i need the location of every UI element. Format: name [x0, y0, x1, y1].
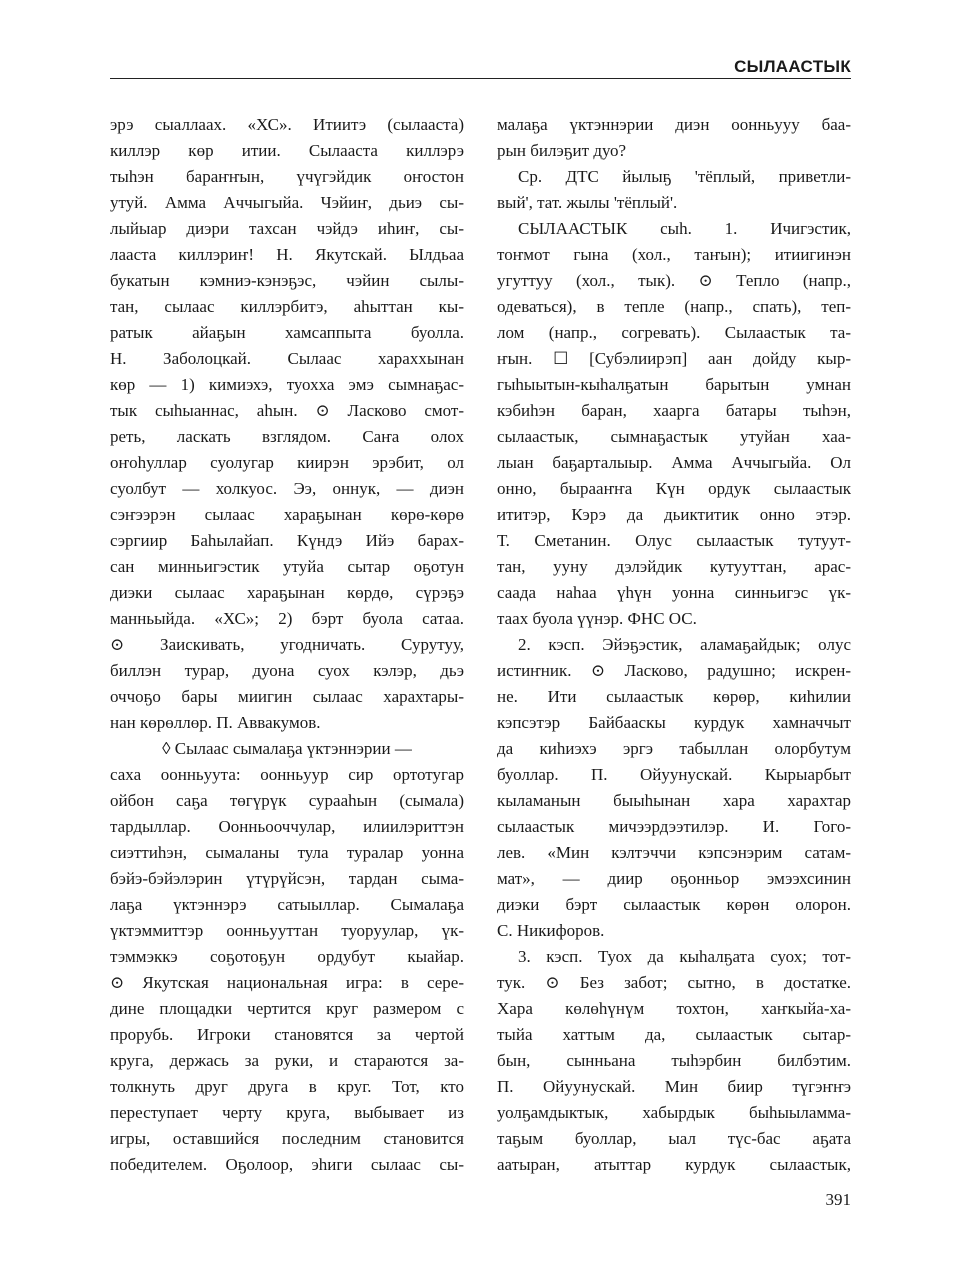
text-line: ◊ Сылаас сымалаҕа үктэннэрии — [162, 739, 412, 758]
text-line: сэргиир Баһылайап. Күндэ Ийэ барах- [110, 531, 464, 550]
text-line: прорубь. Игроки становятся за чертой [110, 1025, 464, 1044]
text-line: тыйа хаттым да, сылаастык сытар- [497, 1025, 851, 1044]
text-line: лыйыар диэри тахсан чэйдэ иһиҥ, сы- [110, 219, 464, 238]
text-line: С. Никифоров. [497, 921, 605, 940]
text-line: тоҥмот гына (хол., таҥын); итиигинэн [497, 245, 851, 264]
text-line: ратык айаҕын хамсаппыта буолла. [110, 323, 464, 342]
text-line: биллэн турар, дуона суох кэлэр, дьэ [110, 661, 464, 680]
text-line: оҥоһуллар суолугар киирэн эрэбит, ол [110, 453, 464, 472]
text-line: лом (напр., согревать). Сылаастык та- [497, 323, 851, 342]
text-line: таҕым буоллар, ыал түс-бас аҕата [497, 1129, 851, 1148]
text-line: тан, ууну дэлэйдик кутууттан, арас- [497, 557, 851, 576]
text-line: малаҕа үктэннэрии диэн оонньууу баа- [497, 115, 851, 134]
text-line: рын билэҕит дуо? [497, 141, 627, 160]
text-line: ⊙ Якутская национальная игра: в сере- [110, 973, 464, 992]
text-line: кэпсэтэр Байбааскы курдук хамначчыт [497, 713, 851, 732]
text-line: одеваться), в тепле (напр., спать), теп- [497, 297, 851, 316]
text-line: лыан баҕарталыыр. Амма Аччыгыйа. Ол [497, 453, 851, 472]
text-line: лев. «Мин кэлтэччи кэпсэнэрим сатам- [497, 843, 851, 862]
text-line: нан көрөллөр. П. Аввакумов. [110, 713, 321, 732]
text-line: реть, ласкать взглядом. Саҥа олох [110, 427, 464, 446]
text-line: Т. Сметанин. Олус сылаастык тутуут- [497, 531, 851, 550]
running-head: СЫЛААСТЫК [734, 57, 851, 76]
text-line: лаҕа үктэннэрэ сатыыллар. Сымалаҕа [110, 895, 464, 914]
text-line: диэки бэрт сылаастык көрөн олорон. [497, 895, 851, 914]
text-line: мат», — диир оҕонньор эмээхсинин [497, 869, 851, 888]
text-line: уолҕамдыктык, хабырдык быһыыламма- [497, 1103, 851, 1122]
text-line: кыламанын быыһынан хара харахтар [497, 791, 851, 810]
text-line: эрэ сыаллаах. «ХС». Итиитэ (сылааста) [110, 115, 464, 134]
text-line: таах буола үүнэр. ФНС ОС. [497, 609, 697, 628]
text-line: сылаастык мичээрдээтилэр. И. Гого- [497, 817, 851, 836]
text-line: бэйэ-бэйэлэрин үтүрүйсэн, тардан сыма- [110, 869, 464, 888]
text-line: истиҥник. ⊙ Ласково, радушно; искрен- [497, 661, 851, 680]
text-line: гыһыытын-кыһалҕатын барытын умнан [497, 375, 851, 394]
text-line: суолбут — холкуос. Ээ, оннук, — диэн [110, 479, 464, 498]
page-header [110, 55, 851, 79]
text-line: сылаастык, сымнаҕастык утуйан хаа- [497, 427, 851, 446]
text-line: киллэр көр итии. Сылааста киллэрэ [110, 141, 464, 160]
text-line: диэки сылаас хараҕынан көрдө, сүрэҕэ [110, 583, 464, 602]
text-line: оччоҕо бары миигин сылаас харахтары- [110, 687, 464, 706]
text-line: букатын кэмниэ-кэнэҕэс, чэйин сылы- [110, 271, 464, 290]
text-line: утуй. Амма Аччыгыйа. Чэйиҥ, дьиэ сы- [110, 193, 464, 212]
text-line: ⊙ Заискивать, угодничать. Сурутуу, [110, 635, 464, 654]
text-line: кэбиһэн баран, хаарга батары тыһэн, [497, 401, 851, 420]
text-line: ититэр, Кэрэ да дьиктитик онно этэр. [497, 505, 851, 524]
text-line: ойбон саҕа төгүрүк сурааһын (сымала) [110, 791, 464, 810]
text-line: П. Ойуунускай. Мин биир түгэҥҥэ [497, 1077, 851, 1096]
text-line: аатыран, атыттар курдук сылаастык, [497, 1155, 851, 1174]
text-line: тардыллар. Оонньооччулар, илиилэриттэн [110, 817, 464, 836]
text-line: тук. ⊙ Без забот; сытно, в достатке. [497, 973, 851, 992]
text-line: толкнуть друг друга в круг. Тот, кто [110, 1077, 464, 1096]
text-line: сиэттиһэн, сымаланы тула туралар уонна [110, 843, 464, 862]
page-number: 391 [825, 1190, 851, 1209]
text-line: саха оонньуута: оонньуур сир ортотугар [110, 765, 464, 784]
text-line: Ср. ДТС йылыҕ 'тёплый, приветли- [518, 167, 851, 186]
text-line: 2. кэсп. Эйэҕэстик, аламаҕайдык; олус [518, 635, 851, 654]
text-line: СЫЛААСТЫК сыһ. 1. Ичигэстик, [518, 219, 851, 238]
left-column [110, 112, 464, 1178]
text-line: ҥын. ☐ [Субэлиирэп] аан дойду кыр- [497, 349, 851, 368]
text-line: угуттуу (хол., тык). ⊙ Тепло (напр., [497, 271, 851, 290]
text-line: да киһиэхэ эргэ табыллан олорбутум [497, 739, 851, 758]
text-line: саада наһаа үһүн уонна синньигэс үк- [497, 583, 851, 602]
text-line: игры, оставшийся последним становится [110, 1129, 464, 1148]
text-line: Хара көлөһүнүм тохтон, хаҥкыйа-ха- [497, 999, 851, 1018]
text-line: лааста киллэриҥ! Н. Якутскай. Ылдьаа [110, 245, 464, 264]
text-line: буоллар. П. Ойуунускай. Кырыарбыт [497, 765, 851, 784]
text-line: вый', тат. жылы 'тёплый'. [497, 193, 678, 212]
text-line: тан, сылаас киллэрбитэ, аһыттан кы- [110, 297, 464, 316]
text-line: Н. Заболоцкай. Сылаас хараххынан [110, 349, 464, 368]
text-line: 3. кэсп. Туох да кыһалҕата суох; тот- [518, 947, 851, 966]
text-line: онно, бырааҥҥа Күн ордук сылаастык [497, 479, 851, 498]
text-line: победителем. Оҕолоор, эһиги сылаас сы- [110, 1155, 464, 1174]
text-line: сан минньигэстик утуйа сытар оҕотун [110, 557, 464, 576]
text-line: переступает черту круга, выбывает из [110, 1103, 464, 1122]
text-line: сэҥээрэн сылаас хараҕынан көрө-көрө [110, 505, 464, 524]
text-line: манньыйда. «ХС»; 2) бэрт буола сатаа. [110, 609, 464, 628]
text-line: тэммэккэ соҕотоҕун ордубут кыайар. [110, 947, 464, 966]
text-line: дине площадки чертится круг размером с [110, 999, 464, 1018]
right-column [497, 112, 851, 1178]
text-line: тык сыһыаннас, аһын. ⊙ Ласково смот- [110, 401, 464, 420]
text-line: көр — 1) кимиэхэ, туохха эмэ сымнаҕас- [110, 375, 464, 394]
text-line: не. Ити сылаастык көрөр, киһилии [497, 687, 851, 706]
text-line: тыһэн бараҥҥын, үчүгэйдик оҥостон [110, 167, 464, 186]
text-line: үктэммиттэр оонньууттан туоруулар, үк- [110, 921, 464, 940]
header-rule [110, 78, 851, 79]
text-line: круга, держась за руки, и стараются за- [110, 1051, 464, 1070]
text-line: бын, сынньана тыһэрбин билбэтим. [497, 1051, 851, 1070]
